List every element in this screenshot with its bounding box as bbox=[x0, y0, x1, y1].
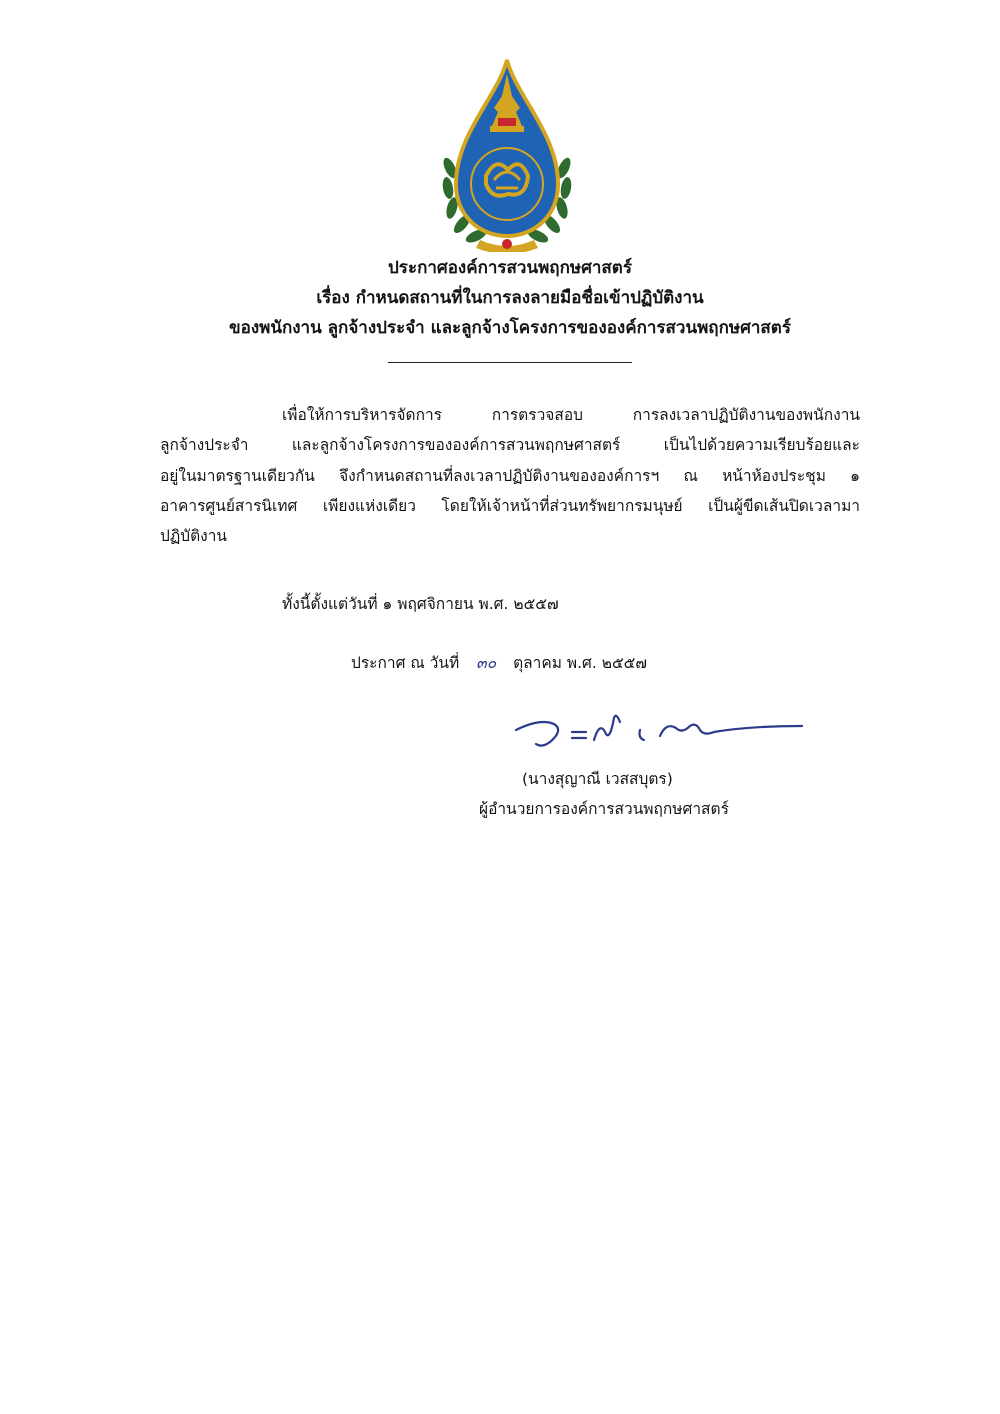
announcement-title: ประกาศองค์การสวนพฤกษศาสตร์ bbox=[388, 258, 632, 278]
body-line-1: เพื่อให้การบริหารจัดการ การตรวจสอบ การลงเวลาปฏิบัติงานของพนักงาน bbox=[282, 406, 860, 424]
body-line-4: อาคารศูนย์สารนิเทศ เพียงแห่งเดียว โดยให้เจ้าหน้าที่ส่วนทรัพยากรมนุษย์ เป็นผู้ขีดเส้นปิดเวลามา bbox=[160, 497, 860, 515]
signer-name: (นางสุญาณี เวสสบุตร) bbox=[522, 770, 673, 788]
effective-date: ทั้งนี้ตั้งแต่วันที่ ๑ พฤศจิกายน พ.ศ. ๒๕๕๗ bbox=[282, 595, 559, 613]
body-line-2: ลูกจ้างประจำ และลูกจ้างโครงการขององค์การสวนพฤกษศาสตร์ เป็นไปด้วยความเรียบร้อยและ bbox=[160, 436, 860, 454]
signer-title: ผู้อำนวยการองค์การสวนพฤกษศาสตร์ bbox=[479, 800, 729, 818]
announcement-subject-continued: ของพนักงาน ลูกจ้างประจำ และลูกจ้างโครงการขององค์การสวนพฤกษศาสตร์ bbox=[229, 318, 791, 338]
handwritten-signature-icon bbox=[510, 704, 810, 752]
issue-date-prefix: ประกาศ ณ วันที่ bbox=[351, 654, 460, 672]
oba-emblem-icon bbox=[436, 56, 578, 252]
body-line-5: ปฏิบัติงาน bbox=[160, 527, 228, 545]
issue-date-day: ๓๐ bbox=[476, 654, 497, 672]
announcement-subject: เรื่อง กำหนดสถานที่ในการลงลายมือชื่อเข้าปฏิบัติงาน bbox=[316, 288, 704, 308]
body-line-3: อยู่ในมาตรฐานเดียวกัน จึงกำหนดสถานที่ลงเวลาปฏิบัติงานขององค์การฯ ณ หน้าห้องประชุม ๑ bbox=[160, 467, 860, 485]
issue-date bbox=[351, 652, 647, 674]
issue-date-suffix: ตุลาคม พ.ศ. ๒๕๕๗ bbox=[513, 654, 648, 672]
header-divider bbox=[388, 362, 632, 363]
